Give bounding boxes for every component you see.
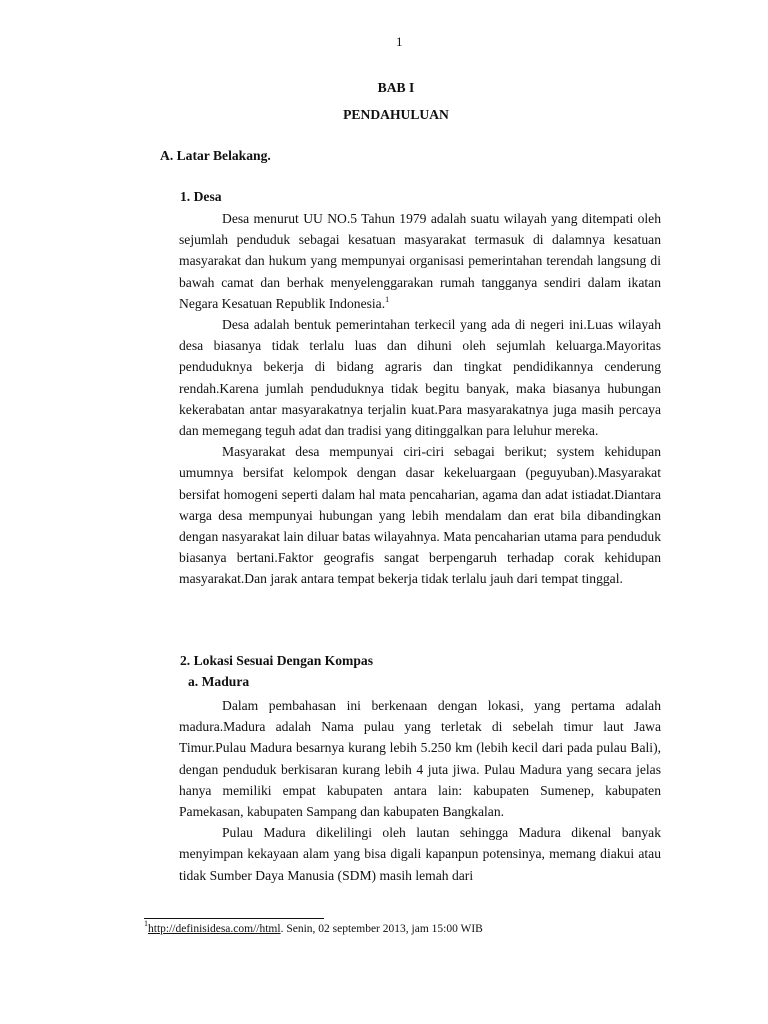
footnote-reference[interactable]: 1 bbox=[385, 294, 390, 304]
desa-paragraph-3: Masyarakat desa mempunyai ciri-ciri sebagai berikut; system kehidupan umumnya bersifat kelompok dengan dasar kekeluargaan (peguyuban).Masyarakat bersifat homogeni seperti dalam hal mata pencaharian, agama dan adat istiadat.Diantara warga desa mempunyai hubungan yang lebih mendalam dan erat bila dibandingkan dengan nasyarakat lain diluar batas wilayahnya. Mata pencaharian utama para penduduk biasanya bertani.Faktor geografis sangat berpengaruh terhadap corak kehidupan masyarakat.Dan jarak antara tempat bekerja tidak terlalu jauh dari tempat tinggal. bbox=[179, 444, 661, 587]
madura-body bbox=[179, 695, 661, 886]
desa-body bbox=[179, 208, 661, 590]
footnote-link[interactable]: http://definisidesa.com//html bbox=[148, 923, 281, 935]
sub-heading-madura: a. Madura bbox=[188, 674, 250, 689]
footnote-marker: 1 bbox=[144, 919, 148, 928]
footnote-divider bbox=[144, 918, 324, 919]
desa-paragraph-2: Desa adalah bentuk pemerintahan terkecil yang ada di negeri ini.Luas wilayah desa biasanya tidak terlalu luas dan dihuni oleh sejumlah keluarga.Mayoritas penduduknya bekerja di bidang agraris dan tingkat pendidikannya cenderung rendah.Karena jumlah penduduknya tidak begitu banyak, maka biasanya hubungan kekerabatan antar masyarakatnya terjalin kuat.Para masyarakatnya juga masih percaya dan memegang teguh adat dan tradisi yang ditinggalkan para leluhur mereka. bbox=[179, 317, 661, 439]
madura-paragraph-1: Dalam pembahasan ini berkenaan dengan lokasi, yang pertama adalah madura.Madura adalah Nama pulau yang terletak di sebelah timur laut Jawa Timur.Pulau Madura besarnya kurang lebih 5.250 km (lebih kecil dari pada pulau Bali), dengan penduduk berkisaran kurang lebih 4 juta jiwa. Pulau Madura yang secara jelas hanya memiliki empat kabupaten antara lain: kabupaten Sumenep, kabupaten Pamekasan, kabupaten Sampang dan kabupaten Bangkalan. bbox=[179, 698, 661, 820]
footnote bbox=[144, 919, 483, 935]
chapter-label: BAB I bbox=[377, 80, 415, 95]
footnote-text: . Senin, 02 september 2013, jam 15:00 WIB bbox=[280, 923, 483, 935]
madura-paragraph-2: Pulau Madura dikelilingi oleh lautan sehingga Madura dikenal banyak menyimpan kekayaan alam yang bisa digali kapanpun potensinya, memang diakui atau tidak Sumber Daya Manusia (SDM) masih lemah dari bbox=[179, 825, 661, 883]
section-heading-latar-belakang: A. Latar Belakang. bbox=[160, 148, 271, 163]
page-number: 1 bbox=[396, 34, 403, 49]
desa-paragraph-1-text: Desa menurut UU NO.5 Tahun 1979 adalah suatu wilayah yang ditempati oleh sejumlah penduduk sebagai kesatuan masyarakat termasuk di dalamnya kesatuan masyarakat dan hukum yang mempunyai organisasi pemerintahan terendah langsung di bawah camat dan berhak menyelenggarakan rumah tangganya sendiri dalam ikatan Negara Kesatuan Republik Indonesia. bbox=[179, 211, 661, 311]
subsection-heading-lokasi: 2. Lokasi Sesuai Dengan Kompas bbox=[180, 653, 374, 668]
chapter-title: PENDAHULUAN bbox=[343, 107, 449, 122]
subsection-heading-desa: 1. Desa bbox=[180, 189, 222, 204]
desa-paragraph-1 bbox=[179, 208, 661, 314]
